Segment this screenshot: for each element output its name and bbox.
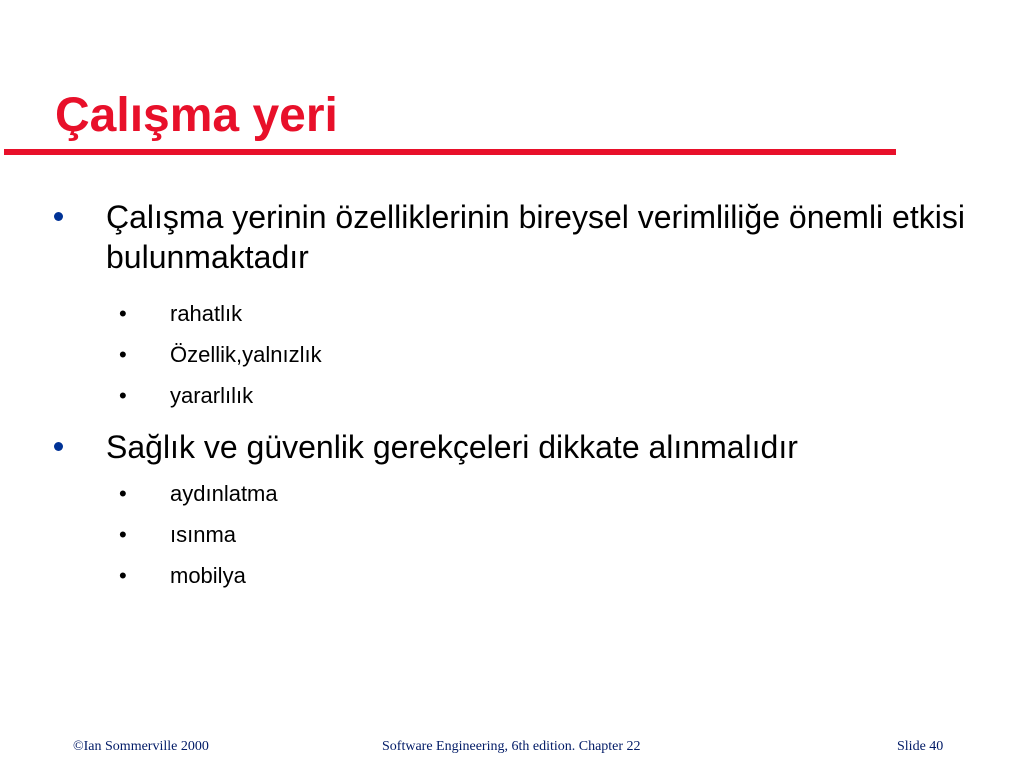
slide-title: Çalışma yeri [55,89,338,142]
sub-bullet-item [0,561,1024,591]
bullet-text: Sağlık ve güvenlik gerekçeleri dikkate alınmalıdır [106,429,798,465]
sub-bullet-item [0,381,1024,411]
sub-bullet-icon: • [119,342,127,367]
sub-bullet-text: rahatlık [170,301,243,326]
sub-bullet-text: aydınlatma [170,481,278,506]
footer-book-title: Software Engineering, 6th edition. Chapter 22 [382,739,641,754]
slide-footer [0,736,1024,758]
sub-bullet-item [0,520,1024,550]
sub-bullet-item [0,340,1024,370]
sub-bullet-icon: • [119,481,127,506]
sub-bullet-icon: • [119,383,127,408]
sub-bullet-item [0,299,1024,329]
footer-slide-number: Slide 40 [897,739,944,754]
sub-bullet-icon: • [119,301,127,326]
sub-bullet-text: mobilya [170,563,246,588]
bullet-dot-icon [54,442,63,451]
sub-bullet-icon: • [119,563,127,588]
bullet-dot-icon [54,212,63,221]
sub-bullet-text: Özellik,yalnızlık [170,342,322,367]
sub-bullet-text: yararlılık [170,383,254,408]
sub-bullet-item [0,479,1024,509]
bullet-text: Çalışma yerinin özelliklerinin bireysel verimliliğe önemli etkisi bulunmaktadır [106,199,965,275]
sub-bullet-text: ısınma [170,522,237,547]
footer-copyright: ©Ian Sommerville 2000 [73,739,209,754]
sub-bullet-icon: • [119,522,127,547]
